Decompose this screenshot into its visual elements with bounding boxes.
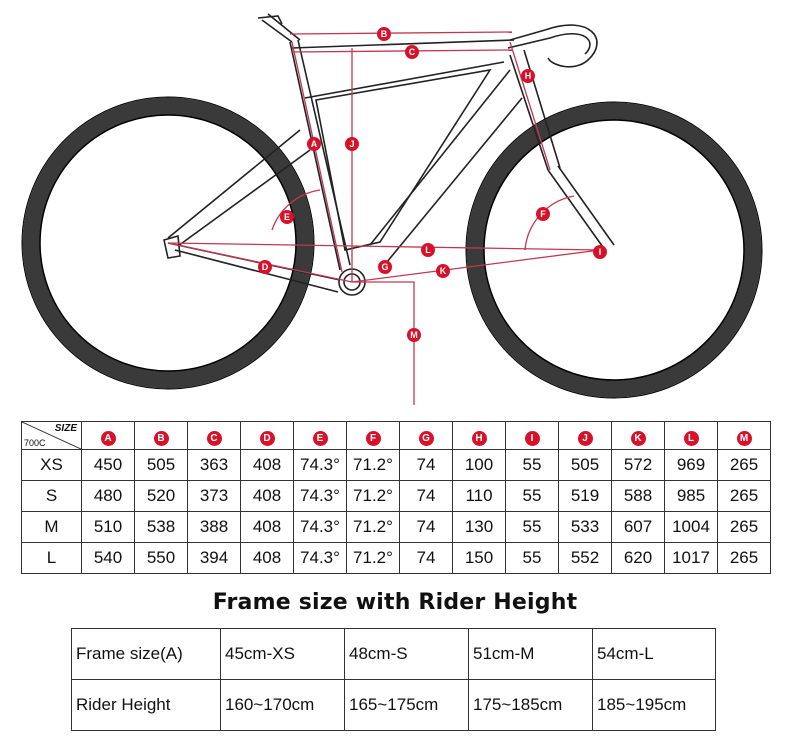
col-header-b: B [135,422,188,450]
value-cell: 74.3° [294,512,347,543]
size-label: SIZE [54,423,77,434]
value-cell: 71.2° [347,543,400,574]
value-cell: 505 [135,450,188,481]
value-cell: 480 [82,481,135,512]
value-cell: 533 [559,512,612,543]
callout-f [536,207,550,221]
value-cell: 265 [718,543,771,574]
col-header-h: H [453,422,506,450]
value-cell: 550 [135,543,188,574]
value-cell: 74.3° [294,450,347,481]
value-cell: 265 [718,450,771,481]
value-cell: 55 [506,512,559,543]
table-cell: 54cm-L [593,629,716,680]
value-cell: 74 [400,512,453,543]
callout-d [258,260,272,274]
wheel-size-label: 700C [24,438,46,448]
value-cell: 71.2° [347,450,400,481]
table-cell: 51cm-M [469,629,593,680]
callout-g [378,260,392,274]
svg-text:D: D [261,262,269,272]
value-cell: 408 [241,543,294,574]
svg-text:B: B [380,29,388,39]
value-cell: 363 [188,450,241,481]
front-wheel [466,102,762,398]
col-header-e: E [294,422,347,450]
callout-l [421,243,435,257]
rider-height-label: Rider Height [72,680,221,731]
svg-text:E: E [283,212,291,222]
value-cell: 969 [665,450,718,481]
table-cell: 165~175cm [345,680,469,731]
value-cell: 394 [188,543,241,574]
col-header-a: A [82,422,135,450]
value-cell: 620 [612,543,665,574]
svg-text:I: I [598,247,602,257]
callout-e [280,210,294,224]
value-cell: 110 [453,481,506,512]
value-cell: 408 [241,450,294,481]
table-row [72,629,716,680]
table-row [72,680,716,731]
callout-m [407,328,421,342]
value-cell: 71.2° [347,481,400,512]
value-cell: 540 [82,543,135,574]
value-cell: 450 [82,450,135,481]
value-cell: 510 [82,512,135,543]
value-cell: 74 [400,481,453,512]
table-cell: 185~195cm [593,680,716,731]
geometry-table [21,421,771,574]
col-header-j: J [559,422,612,450]
value-cell: 55 [506,543,559,574]
value-cell: 74 [400,450,453,481]
rider-height-table [71,628,716,731]
col-header-g: G [400,422,453,450]
size-corner-cell [22,422,82,450]
size-cell: L [22,543,82,574]
size-cell: XS [22,450,82,481]
value-cell: 74 [400,543,453,574]
table-cell: 48cm-S [345,629,469,680]
value-cell: 505 [559,450,612,481]
size-cell: M [22,512,82,543]
table-cell: 45cm-XS [221,629,345,680]
value-cell: 1004 [665,512,718,543]
col-header-i: I [506,422,559,450]
svg-text:H: H [524,71,532,81]
value-cell: 265 [718,512,771,543]
value-cell: 265 [718,481,771,512]
svg-text:L: L [425,245,431,255]
col-header-l: L [665,422,718,450]
callout-b [377,27,391,41]
col-header-m: M [718,422,771,450]
value-cell: 408 [241,512,294,543]
value-cell: 71.2° [347,512,400,543]
rider-height-title: Frame size with Rider Height [212,590,578,615]
value-cell: 588 [612,481,665,512]
table-row [22,450,771,481]
geometry-header-row [22,422,771,450]
value-cell: 552 [559,543,612,574]
svg-text:A: A [310,139,318,149]
value-cell: 150 [453,543,506,574]
value-cell: 985 [665,481,718,512]
value-cell: 100 [453,450,506,481]
value-cell: 408 [241,481,294,512]
svg-text:G: G [381,262,389,272]
value-cell: 519 [559,481,612,512]
size-cell: S [22,481,82,512]
callout-j [345,137,359,151]
callout-k [436,264,450,278]
table-row [22,481,771,512]
value-cell: 74.3° [294,481,347,512]
callout-a [307,137,321,151]
callout-h [521,69,535,83]
col-header-f: F [347,422,400,450]
table-cell: 160~170cm [221,680,345,731]
value-cell: 130 [453,512,506,543]
svg-text:M: M [410,330,418,340]
value-cell: 607 [612,512,665,543]
value-cell: 538 [135,512,188,543]
callout-i [593,245,607,259]
value-cell: 572 [612,450,665,481]
bike-frame [164,14,614,295]
table-row [22,512,771,543]
col-header-d: D [241,422,294,450]
value-cell: 373 [188,481,241,512]
callout-c [405,45,419,59]
value-cell: 520 [135,481,188,512]
col-header-c: C [188,422,241,450]
frame-size-label: Frame size(A) [72,629,221,680]
value-cell: 55 [506,481,559,512]
value-cell: 55 [506,450,559,481]
value-cell: 74.3° [294,543,347,574]
value-cell: 388 [188,512,241,543]
table-cell: 175~185cm [469,680,593,731]
col-header-k: K [612,422,665,450]
svg-text:K: K [439,266,447,276]
table-row [22,543,771,574]
svg-text:J: J [349,139,355,149]
value-cell: 1017 [665,543,718,574]
svg-text:C: C [408,47,416,57]
svg-text:F: F [540,209,546,219]
